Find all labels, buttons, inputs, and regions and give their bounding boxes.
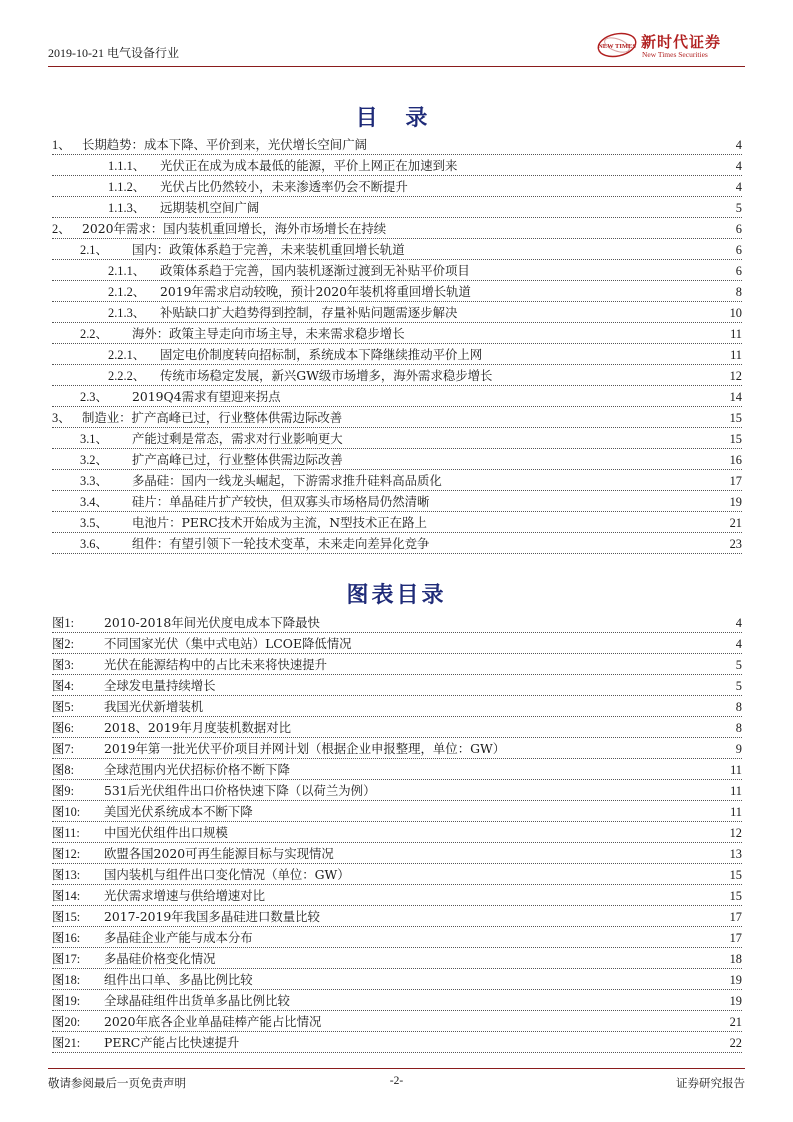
figure-entry-page: 11 xyxy=(730,805,742,819)
figure-entry-text: PERC产能占比快速提升 xyxy=(104,1035,240,1050)
figure-entry-text: 我国光伏新增装机 xyxy=(104,699,204,714)
figure-entry[interactable] xyxy=(52,1012,742,1033)
figure-entry-text: 2018、2019年月度装机数据对比 xyxy=(104,720,291,735)
figure-entry-text: 2010-2018年间光伏度电成本下降最快 xyxy=(104,615,320,630)
toc-entry-text: 2019Q4需求有望迎来拐点 xyxy=(132,389,281,404)
figure-entry-number: 图6: xyxy=(52,721,75,735)
toc-entry-text: 组件：有望引领下一轮技术变革，未来走向差异化竞争 xyxy=(132,536,430,551)
toc-entry-number: 3.4、 xyxy=(80,495,108,509)
toc-entry-page: 5 xyxy=(735,201,742,215)
figure-entry-page: 8 xyxy=(735,721,742,735)
figure-entry[interactable] xyxy=(52,907,742,928)
disclaimer-note: 敬请参阅最后一页免责声明 xyxy=(48,1076,186,1090)
toc-entry-text: 光伏占比仍然较小，未来渗透率仍会不断提升 xyxy=(160,179,408,194)
figure-entry[interactable] xyxy=(52,1033,742,1054)
toc-entry-number: 3.3、 xyxy=(80,474,108,488)
figure-entry-text: 光伏需求增速与供给增速对比 xyxy=(104,888,266,903)
toc-entry[interactable] xyxy=(52,408,742,429)
figure-entry[interactable] xyxy=(52,760,742,781)
figure-entry-text: 2020年底各企业单晶硅棒产能占比情况 xyxy=(104,1014,322,1029)
figure-entry-page: 17 xyxy=(729,910,742,924)
figure-entry-page: 12 xyxy=(729,826,742,840)
figure-entry-text: 2019年第一批光伏平价项目并网计划（根据企业申报整理，单位：GW） xyxy=(104,741,506,756)
figure-entry-text: 全球发电量持续增长 xyxy=(104,678,216,693)
toc-entry-number: 1.1.2、 xyxy=(108,180,146,194)
figure-entry-number: 图5: xyxy=(52,700,75,714)
figure-entry-number: 图4: xyxy=(52,679,75,693)
figure-entry-page: 13 xyxy=(729,847,742,861)
toc-entry-text: 固定电价制度转向招标制，系统成本下降继续推动平价上网 xyxy=(160,347,483,362)
brand-logo xyxy=(595,30,745,62)
toc-entry-page: 6 xyxy=(735,222,742,236)
toc-entry-page: 17 xyxy=(729,474,742,488)
toc-entry-text: 硅片：单晶硅片扩产较快，但双寡头市场格局仍然清晰 xyxy=(132,494,430,509)
toc-entry-text: 制造业：扩产高峰已过，行业整体供需边际改善 xyxy=(82,410,343,425)
figure-entry-number: 图17: xyxy=(52,952,81,966)
figure-entry-number: 图16: xyxy=(52,931,81,945)
logo-emblem-icon xyxy=(595,30,639,60)
toc-entry-page: 14 xyxy=(729,390,742,404)
toc-entry[interactable] xyxy=(52,177,742,198)
figure-list-title: 图表目录 xyxy=(346,583,447,608)
figure-entry-text: 全球晶硅组件出货单多晶比例比较 xyxy=(104,993,290,1008)
figure-entry-number: 图8: xyxy=(52,763,75,777)
logo-company-name-en: New Times Securities xyxy=(642,50,708,59)
toc-entry-number: 3.5、 xyxy=(80,516,108,530)
figure-entry-page: 21 xyxy=(729,1015,742,1029)
figure-entry[interactable] xyxy=(52,676,742,697)
toc-entry[interactable] xyxy=(52,534,742,555)
toc-entry-page: 4 xyxy=(735,159,742,173)
toc-entry[interactable] xyxy=(52,261,742,282)
toc-entry[interactable] xyxy=(52,282,742,303)
report-type: 证券研究报告 xyxy=(676,1076,745,1090)
logo-company-name: 新时代证券 xyxy=(641,33,722,51)
toc-entry-page: 6 xyxy=(735,264,742,278)
figure-entry[interactable] xyxy=(52,823,742,844)
figure-entry-text: 不同国家光伏（集中式电站）LCOE降低情况 xyxy=(104,636,352,651)
figure-entry[interactable] xyxy=(52,718,742,739)
toc-entry-text: 扩产高峰已过，行业整体供需边际改善 xyxy=(132,452,343,467)
figure-entry-page: 9 xyxy=(735,742,742,756)
toc-title: 目 录 xyxy=(355,106,438,131)
figure-entry-page: 11 xyxy=(730,784,742,798)
toc-entry[interactable] xyxy=(52,345,742,366)
figure-entry[interactable] xyxy=(52,655,742,676)
toc-list xyxy=(52,135,742,555)
figure-entry-number: 图11: xyxy=(52,826,80,840)
toc-entry-number: 1.1.3、 xyxy=(108,201,146,215)
toc-entry-page: 11 xyxy=(730,327,742,341)
toc-entry-text: 光伏正在成为成本最低的能源，平价上网正在加速到来 xyxy=(160,158,458,173)
figure-entry-text: 国内装机与组件出口变化情况（单位：GW） xyxy=(104,867,350,882)
toc-entry-page: 8 xyxy=(735,285,742,299)
figure-entry[interactable] xyxy=(52,739,742,760)
toc-entry-text: 远期装机空间广阔 xyxy=(160,200,260,215)
figure-entry[interactable] xyxy=(52,613,742,634)
toc-entry-number: 2.1.1、 xyxy=(108,264,146,278)
figure-entry-number: 图15: xyxy=(52,910,81,924)
toc-entry[interactable] xyxy=(52,135,742,156)
toc-entry[interactable] xyxy=(52,492,742,513)
toc-entry-number: 2.1.3、 xyxy=(108,306,146,320)
figure-entry-number: 图14: xyxy=(52,889,81,903)
toc-entry[interactable] xyxy=(52,513,742,534)
figure-entry-text: 美国光伏系统成本不断下降 xyxy=(104,804,253,819)
figure-entry-number: 图21: xyxy=(52,1036,81,1050)
figure-entry-text: 多晶硅企业产能与成本分布 xyxy=(104,930,253,945)
figure-entry-number: 图18: xyxy=(52,973,81,987)
figure-entry[interactable] xyxy=(52,802,742,823)
figure-entry-page: 5 xyxy=(735,679,742,693)
figure-entry-number: 图3: xyxy=(52,658,75,672)
page-footer xyxy=(48,1068,745,1093)
toc-entry-text: 长期趋势：成本下降、平价到来，光伏增长空间广阔 xyxy=(82,137,367,152)
toc-entry-number: 3.6、 xyxy=(80,537,108,551)
figure-entry-number: 图20: xyxy=(52,1015,81,1029)
toc-entry-number: 1.1.1、 xyxy=(108,159,146,173)
figure-entry-text: 光伏在能源结构中的占比未来将快速提升 xyxy=(104,657,328,672)
toc-entry-number: 3.2、 xyxy=(80,453,108,467)
figure-entry-text: 531后光伏组件出口价格快速下降（以荷兰为例） xyxy=(104,783,376,798)
toc-entry[interactable] xyxy=(52,366,742,387)
figure-entry-page: 17 xyxy=(729,931,742,945)
figure-entry-number: 图13: xyxy=(52,868,81,882)
figure-entry-page: 4 xyxy=(735,637,742,651)
toc-entry[interactable] xyxy=(52,240,742,261)
toc-entry-number: 2.2、 xyxy=(80,327,108,341)
toc-entry-number: 1、 xyxy=(52,138,71,152)
figure-entry-page: 19 xyxy=(729,994,742,1008)
toc-entry[interactable] xyxy=(52,324,742,345)
toc-entry-number: 2.1.2、 xyxy=(108,285,146,299)
toc-entry-page: 15 xyxy=(729,432,742,446)
toc-entry[interactable] xyxy=(52,156,742,177)
figure-entry[interactable] xyxy=(52,970,742,991)
figure-entry-page: 19 xyxy=(729,973,742,987)
toc-entry-number: 3、 xyxy=(52,411,71,425)
header-date-industry: 2019-10-21 电气设备行业 xyxy=(48,46,179,60)
figure-entry[interactable] xyxy=(52,991,742,1012)
figure-entry-page: 18 xyxy=(729,952,742,966)
toc-entry-text: 海外：政策主导走向市场主导，未来需求稳步增长 xyxy=(132,326,405,341)
toc-entry-number: 2.3、 xyxy=(80,390,108,404)
figure-entry-text: 多晶硅价格变化情况 xyxy=(104,951,216,966)
toc-entry-text: 产能过剩是常态，需求对行业影响更大 xyxy=(132,431,343,446)
figure-entry-number: 图10: xyxy=(52,805,81,819)
figure-entry-page: 4 xyxy=(735,616,742,630)
toc-entry[interactable] xyxy=(52,198,742,219)
figure-entry-number: 图12: xyxy=(52,847,81,861)
page-number: -2- xyxy=(389,1075,404,1087)
figure-entry[interactable] xyxy=(52,844,742,865)
figure-entry[interactable] xyxy=(52,928,742,949)
toc-entry-number: 2、 xyxy=(52,222,71,236)
figure-entry[interactable] xyxy=(52,781,742,802)
toc-entry-page: 19 xyxy=(729,495,742,509)
figure-entry[interactable] xyxy=(52,865,742,886)
toc-entry-page: 4 xyxy=(735,138,742,152)
toc-entry-text: 政策体系趋于完善，国内装机逐渐过渡到无补贴平价项目 xyxy=(160,263,470,278)
page-header xyxy=(48,26,745,67)
toc-entry-page: 21 xyxy=(729,516,742,530)
figure-entry-text: 中国光伏组件出口规模 xyxy=(104,825,228,840)
toc-entry-text: 补贴缺口扩大趋势得到控制，存量补贴问题需逐步解决 xyxy=(160,305,458,320)
toc-entry[interactable] xyxy=(52,450,742,471)
figure-entry-number: 图9: xyxy=(52,784,75,798)
toc-entry-text: 传统市场稳定发展，新兴GW级市场增多，海外需求稳步增长 xyxy=(160,368,493,383)
toc-entry-page: 12 xyxy=(729,369,742,383)
toc-entry[interactable] xyxy=(52,387,742,408)
figure-entry-number: 图19: xyxy=(52,994,81,1008)
toc-entry-page: 23 xyxy=(729,537,742,551)
figure-entry-page: 22 xyxy=(729,1036,742,1050)
toc-entry-text: 国内：政策体系趋于完善，未来装机重回增长轨道 xyxy=(132,242,405,257)
toc-entry-text: 2020年需求：国内装机重回增长，海外市场增长在持续 xyxy=(82,221,387,236)
figure-entry-page: 8 xyxy=(735,700,742,714)
figure-list xyxy=(52,613,742,1054)
figure-entry[interactable] xyxy=(52,634,742,655)
figure-entry-number: 图1: xyxy=(52,616,75,630)
toc-entry-text: 电池片：PERC技术开始成为主流，N型技术正在路上 xyxy=(132,515,427,530)
toc-entry[interactable] xyxy=(52,219,742,240)
toc-entry-number: 2.2.1、 xyxy=(108,348,146,362)
figure-entry[interactable] xyxy=(52,949,742,970)
toc-entry-page: 6 xyxy=(735,243,742,257)
figure-entry-page: 15 xyxy=(729,889,742,903)
toc-entry-text: 多晶硅：国内一线龙头崛起，下游需求推升硅料高品质化 xyxy=(132,473,442,488)
logo-emblem-text: NEW TIMES xyxy=(598,43,636,50)
figure-entry-page: 5 xyxy=(735,658,742,672)
toc-entry-page: 4 xyxy=(735,180,742,194)
figure-entry-text: 2017-2019年我国多晶硅进口数量比较 xyxy=(104,909,320,924)
toc-entry-page: 16 xyxy=(729,453,742,467)
figure-entry-text: 组件出口单、多晶比例比较 xyxy=(104,972,253,987)
toc-entry[interactable] xyxy=(52,429,742,450)
toc-entry-number: 2.1、 xyxy=(80,243,108,257)
figure-entry-number: 图2: xyxy=(52,637,75,651)
figure-entry-text: 全球范围内光伏招标价格不断下降 xyxy=(104,762,290,777)
figure-entry-page: 15 xyxy=(729,868,742,882)
figure-entry[interactable] xyxy=(52,697,742,718)
toc-entry-page: 15 xyxy=(729,411,742,425)
figure-entry-page: 11 xyxy=(730,763,742,777)
figure-entry-number: 图7: xyxy=(52,742,75,756)
toc-entry-page: 11 xyxy=(730,348,742,362)
toc-entry-page: 10 xyxy=(729,306,742,320)
toc-entry-number: 2.2.2、 xyxy=(108,369,146,383)
toc-entry[interactable] xyxy=(52,471,742,492)
toc-entry[interactable] xyxy=(52,303,742,324)
figure-entry-text: 欧盟各国2020可再生能源目标与实现情况 xyxy=(104,846,334,861)
figure-entry[interactable] xyxy=(52,886,742,907)
toc-entry-text: 2019年需求启动较晚，预计2020年装机将重回增长轨道 xyxy=(160,284,471,299)
toc-entry-number: 3.1、 xyxy=(80,432,108,446)
